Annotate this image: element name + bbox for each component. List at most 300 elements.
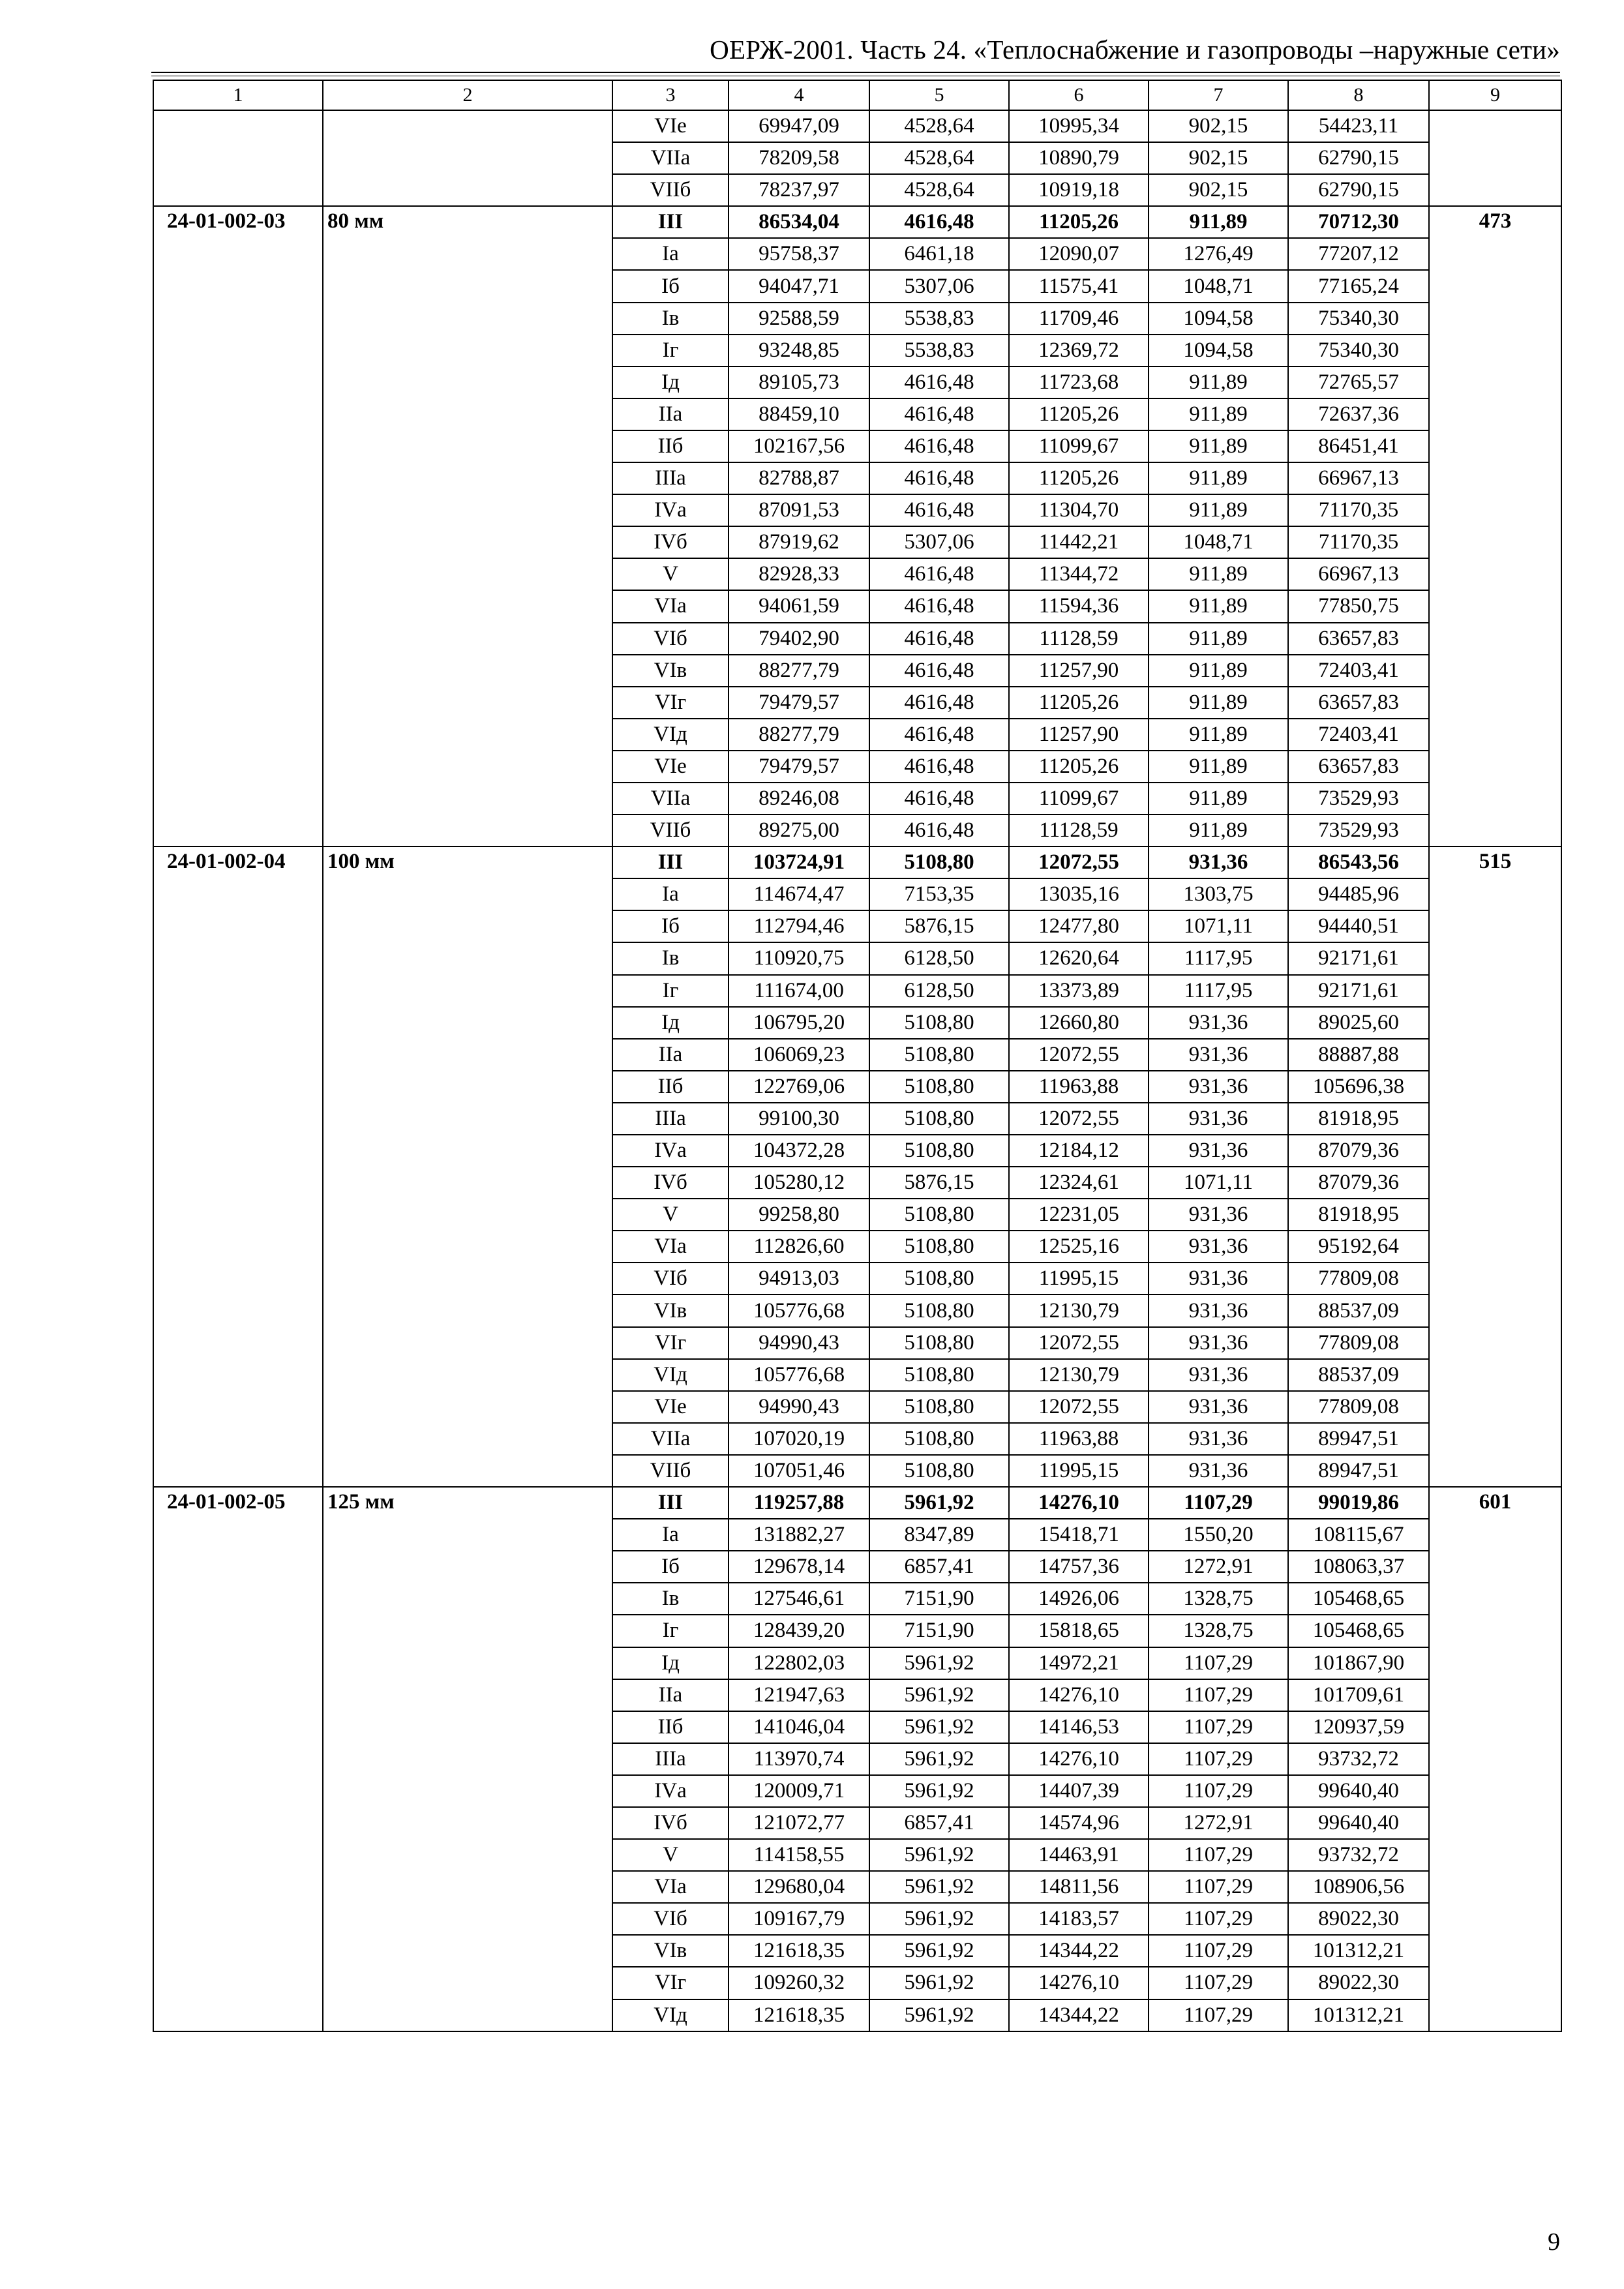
column-number: 1 (153, 80, 323, 110)
item-diameter: 80 мм (323, 206, 612, 846)
total-cost: 121618,35 (729, 1935, 869, 1967)
machinist-wage: 1071,11 (1149, 910, 1288, 942)
rates-table-body (153, 80, 1561, 2031)
machine-cost: 11128,59 (1009, 815, 1149, 846)
labor-cost: 5108,80 (869, 1231, 1009, 1263)
materials-cost: 89025,60 (1288, 1007, 1429, 1039)
total-cost: 120009,71 (729, 1775, 869, 1807)
machinist-wage: 931,36 (1149, 1455, 1288, 1487)
zone-code: VIIа (612, 1423, 729, 1455)
machine-cost: 12130,79 (1009, 1359, 1149, 1391)
machinist-wage: 1107,29 (1149, 1743, 1288, 1775)
materials-cost: 71170,35 (1288, 526, 1429, 558)
total-cost: 114158,55 (729, 1839, 869, 1871)
total-cost: 95758,37 (729, 238, 869, 270)
labor-cost: 5108,80 (869, 1007, 1009, 1039)
total-cost: 69947,09 (729, 110, 869, 142)
zone-code: VIб (612, 1263, 729, 1294)
zone-code: VIIа (612, 142, 729, 174)
machinist-wage: 1550,20 (1149, 1519, 1288, 1551)
labor-cost: 5961,92 (869, 1935, 1009, 1967)
machine-cost: 12072,55 (1009, 1391, 1149, 1423)
materials-cost: 89022,30 (1288, 1967, 1429, 1999)
labor-cost: 7153,35 (869, 878, 1009, 910)
materials-cost: 120937,59 (1288, 1711, 1429, 1743)
labor-cost: 6461,18 (869, 238, 1009, 270)
machine-cost: 11709,46 (1009, 303, 1149, 335)
zone-code: IVб (612, 1807, 729, 1839)
machine-cost: 12090,07 (1009, 238, 1149, 270)
total-cost: 105280,12 (729, 1167, 869, 1199)
machine-cost: 12130,79 (1009, 1294, 1149, 1326)
materials-cost: 88537,09 (1288, 1359, 1429, 1391)
machinist-wage: 911,89 (1149, 206, 1288, 238)
machine-cost: 14972,21 (1009, 1647, 1149, 1679)
materials-cost: 72765,57 (1288, 367, 1429, 398)
materials-cost: 77850,75 (1288, 590, 1429, 622)
zone-code: IIб (612, 1711, 729, 1743)
machine-cost: 14811,56 (1009, 1871, 1149, 1903)
materials-cost: 63657,83 (1288, 623, 1429, 655)
labor-cost: 5108,80 (869, 1423, 1009, 1455)
machine-cost: 14926,06 (1009, 1583, 1149, 1615)
total-cost: 94061,59 (729, 590, 869, 622)
zone-code: Iа (612, 878, 729, 910)
labor-cost: 5108,80 (869, 1103, 1009, 1135)
zone-code: VIе (612, 1391, 729, 1423)
labor-cost: 5108,80 (869, 1135, 1009, 1167)
machinist-wage: 911,89 (1149, 590, 1288, 622)
machine-cost: 14276,10 (1009, 1967, 1149, 1999)
zone-code: IIа (612, 398, 729, 430)
materials-cost: 77207,12 (1288, 238, 1429, 270)
labor-cost: 7151,90 (869, 1583, 1009, 1615)
machine-cost: 11099,67 (1009, 430, 1149, 462)
machinist-wage: 1107,29 (1149, 1775, 1288, 1807)
zone-code: Iд (612, 367, 729, 398)
zone-code: V (612, 1199, 729, 1231)
machinist-wage: 1107,29 (1149, 1903, 1288, 1935)
machinist-wage: 1107,29 (1149, 1711, 1288, 1743)
total-cost: 86534,04 (729, 206, 869, 238)
materials-cost: 89947,51 (1288, 1455, 1429, 1487)
total-cost: 119257,88 (729, 1487, 869, 1519)
machinist-wage: 931,36 (1149, 1294, 1288, 1326)
zone-code: Iв (612, 942, 729, 974)
machine-cost: 14276,10 (1009, 1487, 1149, 1519)
total-cost: 87919,62 (729, 526, 869, 558)
column-number: 2 (323, 80, 612, 110)
materials-cost: 105696,38 (1288, 1071, 1429, 1103)
materials-cost: 108063,37 (1288, 1551, 1429, 1583)
labor-cost: 4616,48 (869, 462, 1009, 494)
zone-code: Iв (612, 1583, 729, 1615)
column-number: 6 (1009, 80, 1149, 110)
machine-cost: 14407,39 (1009, 1775, 1149, 1807)
labor-cost: 5961,92 (869, 1903, 1009, 1935)
materials-cost: 89022,30 (1288, 1903, 1429, 1935)
machinist-wage: 931,36 (1149, 1071, 1288, 1103)
total-cost: 99100,30 (729, 1103, 869, 1135)
labor-cost: 4528,64 (869, 142, 1009, 174)
item-code: 24-01-002-05 (153, 1487, 323, 2031)
item-diameter (323, 110, 612, 206)
materials-cost: 105468,65 (1288, 1583, 1429, 1615)
machine-cost: 11723,68 (1009, 367, 1149, 398)
machine-cost: 12525,16 (1009, 1231, 1149, 1263)
zone-code: Iг (612, 335, 729, 367)
labor-cost: 4528,64 (869, 110, 1009, 142)
machinist-wage: 931,36 (1149, 1039, 1288, 1071)
total-cost: 107020,19 (729, 1423, 869, 1455)
materials-cost: 73529,93 (1288, 783, 1429, 815)
zone-code: IVа (612, 1775, 729, 1807)
materials-cost: 93732,72 (1288, 1743, 1429, 1775)
zone-code: IIа (612, 1039, 729, 1071)
machine-cost: 11205,26 (1009, 687, 1149, 719)
zone-code: IIб (612, 1071, 729, 1103)
labor-cost: 4616,48 (869, 558, 1009, 590)
table-row (153, 846, 1561, 878)
machinist-wage: 1107,29 (1149, 1647, 1288, 1679)
total-cost: 78209,58 (729, 142, 869, 174)
zone-code: IVа (612, 494, 729, 526)
zone-code: VIг (612, 1967, 729, 1999)
total-cost: 109167,79 (729, 1903, 869, 1935)
machinist-wage: 911,89 (1149, 494, 1288, 526)
machinist-wage: 911,89 (1149, 783, 1288, 815)
machinist-wage: 1276,49 (1149, 238, 1288, 270)
total-cost: 112826,60 (729, 1231, 869, 1263)
labor-cost: 4616,48 (869, 719, 1009, 751)
header-rule (151, 72, 1560, 73)
labor-cost: 5108,80 (869, 1455, 1009, 1487)
machinist-wage: 911,89 (1149, 655, 1288, 687)
total-cost: 121072,77 (729, 1807, 869, 1839)
machine-cost: 10890,79 (1009, 142, 1149, 174)
machinist-wage: 911,89 (1149, 430, 1288, 462)
zone-code: IIIа (612, 1103, 729, 1135)
machinist-wage: 911,89 (1149, 367, 1288, 398)
labor-cost: 4616,48 (869, 590, 1009, 622)
rates-table (153, 80, 1562, 2032)
machinist-wage: 1272,91 (1149, 1807, 1288, 1839)
column-number: 5 (869, 80, 1009, 110)
column-numbers-row (153, 80, 1561, 110)
zone-code: IIIа (612, 1743, 729, 1775)
labor-cost: 6857,41 (869, 1807, 1009, 1839)
total-cost: 106069,23 (729, 1039, 869, 1071)
total-cost: 102167,56 (729, 430, 869, 462)
materials-cost: 99640,40 (1288, 1807, 1429, 1839)
machinist-wage: 902,15 (1149, 174, 1288, 206)
materials-cost: 77165,24 (1288, 270, 1429, 302)
total-cost: 87091,53 (729, 494, 869, 526)
page-title: ОЕРЖ-2001. Часть 24. «Теплоснабжение и газопроводы –наружные сети» (710, 35, 1560, 65)
column-9-value: 473 (1429, 206, 1561, 846)
machinist-wage: 931,36 (1149, 1423, 1288, 1455)
zone-code: VIа (612, 1871, 729, 1903)
materials-cost: 77809,08 (1288, 1327, 1429, 1359)
total-cost: 109260,32 (729, 1967, 869, 1999)
labor-cost: 5961,92 (869, 1967, 1009, 1999)
column-number: 3 (612, 80, 729, 110)
materials-cost: 81918,95 (1288, 1199, 1429, 1231)
machine-cost: 14146,53 (1009, 1711, 1149, 1743)
zone-code: Iв (612, 303, 729, 335)
materials-cost: 105468,65 (1288, 1615, 1429, 1647)
machinist-wage: 911,89 (1149, 751, 1288, 783)
machine-cost: 10919,18 (1009, 174, 1149, 206)
labor-cost: 7151,90 (869, 1615, 1009, 1647)
materials-cost: 66967,13 (1288, 558, 1429, 590)
materials-cost: 92171,61 (1288, 942, 1429, 974)
labor-cost: 5961,92 (869, 1871, 1009, 1903)
labor-cost: 5961,92 (869, 1487, 1009, 1519)
zone-code: VIIб (612, 815, 729, 846)
machine-cost: 12072,55 (1009, 1039, 1149, 1071)
zone-code: VIе (612, 751, 729, 783)
machinist-wage: 1107,29 (1149, 1679, 1288, 1711)
machine-cost: 11442,21 (1009, 526, 1149, 558)
machinist-wage: 1272,91 (1149, 1551, 1288, 1583)
labor-cost: 5108,80 (869, 1039, 1009, 1071)
zone-code: VIа (612, 1231, 729, 1263)
total-cost: 114674,47 (729, 878, 869, 910)
total-cost: 92588,59 (729, 303, 869, 335)
materials-cost: 87079,36 (1288, 1135, 1429, 1167)
total-cost: 121618,35 (729, 1999, 869, 2031)
total-cost: 121947,63 (729, 1679, 869, 1711)
machinist-wage: 902,15 (1149, 142, 1288, 174)
machine-cost: 12072,55 (1009, 1103, 1149, 1135)
total-cost: 106795,20 (729, 1007, 869, 1039)
total-cost: 113970,74 (729, 1743, 869, 1775)
machinist-wage: 931,36 (1149, 1327, 1288, 1359)
total-cost: 131882,27 (729, 1519, 869, 1551)
materials-cost: 93732,72 (1288, 1839, 1429, 1871)
labor-cost: 4616,48 (869, 430, 1009, 462)
zone-code: VIIб (612, 174, 729, 206)
machine-cost: 12231,05 (1009, 1199, 1149, 1231)
machinist-wage: 1107,29 (1149, 1999, 1288, 2031)
machine-cost: 11257,90 (1009, 719, 1149, 751)
labor-cost: 5961,92 (869, 1711, 1009, 1743)
item-code: 24-01-002-03 (153, 206, 323, 846)
materials-cost: 86451,41 (1288, 430, 1429, 462)
item-diameter: 100 мм (323, 846, 612, 1487)
materials-cost: 99019,86 (1288, 1487, 1429, 1519)
labor-cost: 4616,48 (869, 783, 1009, 815)
materials-cost: 81918,95 (1288, 1103, 1429, 1135)
machinist-wage: 1107,29 (1149, 1487, 1288, 1519)
machine-cost: 14463,91 (1009, 1839, 1149, 1871)
machinist-wage: 1107,29 (1149, 1871, 1288, 1903)
machine-cost: 11594,36 (1009, 590, 1149, 622)
zone-code: IIб (612, 430, 729, 462)
machinist-wage: 1071,11 (1149, 1167, 1288, 1199)
labor-cost: 4616,48 (869, 751, 1009, 783)
labor-cost: 5961,92 (869, 1999, 1009, 2031)
machinist-wage: 911,89 (1149, 719, 1288, 751)
zone-code: IVб (612, 526, 729, 558)
zone-code: IVа (612, 1135, 729, 1167)
labor-cost: 5961,92 (869, 1679, 1009, 1711)
machine-cost: 11963,88 (1009, 1071, 1149, 1103)
machinist-wage: 1048,71 (1149, 526, 1288, 558)
total-cost: 89275,00 (729, 815, 869, 846)
machinist-wage: 931,36 (1149, 1391, 1288, 1423)
machinist-wage: 911,89 (1149, 623, 1288, 655)
labor-cost: 5108,80 (869, 1199, 1009, 1231)
total-cost: 79479,57 (729, 751, 869, 783)
labor-cost: 5876,15 (869, 910, 1009, 942)
total-cost: 122802,03 (729, 1647, 869, 1679)
column-number: 8 (1288, 80, 1429, 110)
zone-code: VIд (612, 1999, 729, 2031)
zone-code: VIг (612, 687, 729, 719)
machinist-wage: 931,36 (1149, 1199, 1288, 1231)
materials-cost: 62790,15 (1288, 142, 1429, 174)
machine-cost: 15418,71 (1009, 1519, 1149, 1551)
zone-code: VIв (612, 1294, 729, 1326)
machine-cost: 14344,22 (1009, 1999, 1149, 2031)
machine-cost: 11575,41 (1009, 270, 1149, 302)
zone-code: Iб (612, 910, 729, 942)
column-9-value (1429, 110, 1561, 206)
total-cost: 89105,73 (729, 367, 869, 398)
materials-cost: 89947,51 (1288, 1423, 1429, 1455)
zone-code: Iб (612, 1551, 729, 1583)
zone-code: Iб (612, 270, 729, 302)
machinist-wage: 1048,71 (1149, 270, 1288, 302)
labor-cost: 4616,48 (869, 623, 1009, 655)
total-cost: 94990,43 (729, 1327, 869, 1359)
machine-cost: 12324,61 (1009, 1167, 1149, 1199)
machine-cost: 13035,16 (1009, 878, 1149, 910)
labor-cost: 5108,80 (869, 1359, 1009, 1391)
zone-code: III (612, 846, 729, 878)
machinist-wage: 911,89 (1149, 687, 1288, 719)
item-code (153, 110, 323, 206)
materials-cost: 75340,30 (1288, 303, 1429, 335)
table-row (153, 1487, 1561, 1519)
machinist-wage: 911,89 (1149, 398, 1288, 430)
total-cost: 78237,97 (729, 174, 869, 206)
total-cost: 94047,71 (729, 270, 869, 302)
zone-code: IVб (612, 1167, 729, 1199)
machinist-wage: 911,89 (1149, 462, 1288, 494)
labor-cost: 5961,92 (869, 1743, 1009, 1775)
machine-cost: 11257,90 (1009, 655, 1149, 687)
materials-cost: 77809,08 (1288, 1263, 1429, 1294)
materials-cost: 72637,36 (1288, 398, 1429, 430)
labor-cost: 6128,50 (869, 942, 1009, 974)
total-cost: 104372,28 (729, 1135, 869, 1167)
labor-cost: 5538,83 (869, 335, 1009, 367)
machine-cost: 11128,59 (1009, 623, 1149, 655)
column-number: 7 (1149, 80, 1288, 110)
zone-code: V (612, 1839, 729, 1871)
machine-cost: 14276,10 (1009, 1679, 1149, 1711)
machine-cost: 13373,89 (1009, 975, 1149, 1007)
machinist-wage: 1107,29 (1149, 1839, 1288, 1871)
materials-cost: 66967,13 (1288, 462, 1429, 494)
zone-code: VIд (612, 1359, 729, 1391)
item-diameter: 125 мм (323, 1487, 612, 2031)
materials-cost: 108115,67 (1288, 1519, 1429, 1551)
total-cost: 79479,57 (729, 687, 869, 719)
materials-cost: 94440,51 (1288, 910, 1429, 942)
total-cost: 107051,46 (729, 1455, 869, 1487)
total-cost: 88277,79 (729, 655, 869, 687)
machine-cost: 11205,26 (1009, 398, 1149, 430)
machinist-wage: 931,36 (1149, 1103, 1288, 1135)
machine-cost: 14344,22 (1009, 1935, 1149, 1967)
machinist-wage: 902,15 (1149, 110, 1288, 142)
labor-cost: 5876,15 (869, 1167, 1009, 1199)
machine-cost: 11205,26 (1009, 751, 1149, 783)
table-row (153, 206, 1561, 238)
machine-cost: 14757,36 (1009, 1551, 1149, 1583)
zone-code: Iа (612, 238, 729, 270)
page-number: 9 (1548, 2228, 1560, 2256)
machine-cost: 14183,57 (1009, 1903, 1149, 1935)
machine-cost: 11963,88 (1009, 1423, 1149, 1455)
total-cost: 103724,91 (729, 846, 869, 878)
machine-cost: 15818,65 (1009, 1615, 1149, 1647)
labor-cost: 5307,06 (869, 526, 1009, 558)
zone-code: Iд (612, 1007, 729, 1039)
machinist-wage: 931,36 (1149, 1231, 1288, 1263)
labor-cost: 4616,48 (869, 815, 1009, 846)
labor-cost: 6128,50 (869, 975, 1009, 1007)
total-cost: 93248,85 (729, 335, 869, 367)
machinist-wage: 931,36 (1149, 846, 1288, 878)
zone-code: VIе (612, 110, 729, 142)
machine-cost: 12072,55 (1009, 1327, 1149, 1359)
machinist-wage: 1303,75 (1149, 878, 1288, 910)
machine-cost: 14574,96 (1009, 1807, 1149, 1839)
total-cost: 89246,08 (729, 783, 869, 815)
machinist-wage: 1107,29 (1149, 1967, 1288, 1999)
total-cost: 88277,79 (729, 719, 869, 751)
zone-code: Iг (612, 1615, 729, 1647)
machine-cost: 10995,34 (1009, 110, 1149, 142)
column-9-value: 515 (1429, 846, 1561, 1487)
materials-cost: 108906,56 (1288, 1871, 1429, 1903)
machinist-wage: 911,89 (1149, 558, 1288, 590)
total-cost: 128439,20 (729, 1615, 869, 1647)
machinist-wage: 1094,58 (1149, 335, 1288, 367)
labor-cost: 4528,64 (869, 174, 1009, 206)
machinist-wage: 1094,58 (1149, 303, 1288, 335)
total-cost: 88459,10 (729, 398, 869, 430)
materials-cost: 86543,56 (1288, 846, 1429, 878)
materials-cost: 101312,21 (1288, 1935, 1429, 1967)
machine-cost: 12620,64 (1009, 942, 1149, 974)
materials-cost: 72403,41 (1288, 655, 1429, 687)
materials-cost: 95192,64 (1288, 1231, 1429, 1263)
materials-cost: 101867,90 (1288, 1647, 1429, 1679)
labor-cost: 5108,80 (869, 1327, 1009, 1359)
labor-cost: 4616,48 (869, 206, 1009, 238)
machine-cost: 11205,26 (1009, 462, 1149, 494)
zone-code: VIIб (612, 1455, 729, 1487)
table-row (153, 110, 1561, 142)
labor-cost: 4616,48 (869, 398, 1009, 430)
labor-cost: 8347,89 (869, 1519, 1009, 1551)
